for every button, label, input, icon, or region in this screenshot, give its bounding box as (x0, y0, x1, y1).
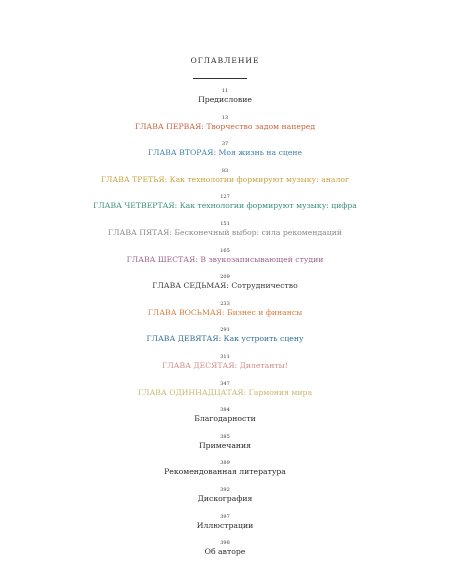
toc-entry[interactable] (0, 248, 450, 275)
toc-page-number: 209 (220, 274, 230, 281)
toc-page-number: 347 (220, 380, 230, 387)
heading-divider (193, 78, 247, 79)
chapter-label: ГЛАВА ДЕВЯТАЯ: (146, 334, 222, 344)
toc-entry[interactable] (0, 194, 450, 221)
toc-entry[interactable] (0, 221, 450, 248)
toc-entry-title (0, 174, 450, 186)
toc-entry-title (0, 520, 450, 532)
toc-page-number: 291 (220, 327, 230, 334)
toc-entry-title (0, 94, 450, 106)
toc-entry[interactable] (0, 274, 450, 301)
toc-page-number: 398 (220, 540, 230, 547)
toc-entry[interactable] (0, 434, 450, 461)
chapter-label: ГЛАВА ДЕСЯТАЯ: (162, 360, 238, 370)
toc-entry-title (0, 546, 450, 558)
toc-page-number: 11 (221, 88, 229, 94)
toc-entry-title (0, 440, 450, 452)
toc-entry[interactable] (0, 407, 450, 434)
chapter-title: Предисловие (198, 95, 252, 104)
toc-page-number: 385 (220, 433, 230, 440)
toc-entry-title (0, 280, 450, 292)
chapter-title: Иллюстрации (196, 520, 254, 530)
toc-page-number: 127 (220, 194, 230, 201)
toc-entry-title (0, 466, 450, 478)
toc-entry[interactable] (0, 354, 450, 381)
chapter-label: ГЛАВА ВОСЬМАЯ: (147, 307, 225, 317)
chapter-title: Моя жизнь на сцене (218, 148, 303, 158)
toc-list (0, 88, 450, 567)
toc-page-number: 233 (220, 300, 230, 307)
chapter-title: В звукозаписывающей студии (200, 254, 324, 264)
toc-entry[interactable] (0, 115, 450, 142)
toc-entry[interactable] (0, 487, 450, 514)
toc-page-number: 397 (220, 513, 230, 520)
toc-page-number: 389 (220, 460, 230, 467)
toc-entry-title (0, 413, 450, 425)
toc-entry-title (0, 360, 450, 372)
toc-page-number: 392 (220, 486, 230, 493)
toc-page-number: 311 (220, 353, 230, 360)
chapter-title: Гармония мира (248, 387, 313, 397)
toc-page-number: 37 (221, 141, 229, 148)
toc-entry-title (0, 493, 450, 505)
toc-entry-title (0, 147, 450, 159)
toc-entry-title (0, 307, 450, 319)
chapter-title: Бесконечный выбор: сила рекомендаций (174, 227, 342, 237)
chapter-title: Сотрудничество (231, 281, 298, 291)
toc-entry[interactable] (0, 381, 450, 408)
toc-entry[interactable] (0, 168, 450, 195)
toc-page-number: 13 (221, 114, 229, 121)
toc-heading: ОГЛАВЛЕНИЕ (190, 56, 260, 65)
chapter-title: Бизнес и финансы (226, 307, 303, 317)
toc-entry[interactable] (0, 141, 450, 168)
chapter-title: Дискография (197, 493, 253, 503)
toc-entry[interactable] (0, 540, 450, 567)
toc-page-number: 151 (220, 220, 230, 227)
toc-entry[interactable] (0, 327, 450, 354)
toc-entry-title (0, 333, 450, 345)
chapter-title: Как устроить сцену (223, 334, 304, 344)
chapter-title: Творчество задом наперед (206, 121, 316, 131)
toc-entry-title (0, 121, 450, 133)
chapter-label: ГЛАВА ТРЕТЬЯ: (100, 174, 168, 184)
chapter-title: Как технологии формируют музыку: аналог (169, 174, 350, 184)
toc-page-number: 384 (220, 407, 230, 414)
toc-entry[interactable] (0, 514, 450, 541)
chapter-title: Дилетанты! (239, 360, 288, 370)
chapter-title: Благодарности (194, 414, 256, 424)
toc-entry-title (0, 387, 450, 399)
toc-entry-title (0, 254, 450, 266)
chapter-label: ГЛАВА СЕДЬМАЯ: (152, 281, 229, 291)
toc-entry[interactable] (0, 460, 450, 487)
toc-entry-title (0, 227, 450, 239)
chapter-label: ГЛАВА ПЯТАЯ: (108, 227, 172, 237)
toc-page-number: 83 (221, 167, 229, 174)
chapter-title: Об авторе (204, 547, 246, 557)
toc-page-number: 165 (220, 247, 230, 254)
chapter-label: ГЛАВА ЧЕТВЕРТАЯ: (93, 201, 178, 211)
chapter-label: ГЛАВА ОДИННАДЦАТАЯ: (137, 387, 247, 397)
toc-entry[interactable] (0, 88, 450, 115)
toc-entry[interactable] (0, 301, 450, 328)
chapter-label: ГЛАВА ВТОРАЯ: (147, 148, 217, 158)
chapter-title: Как технологии формируют музыку: цифра (179, 201, 357, 211)
chapter-title: Примечания (198, 440, 252, 450)
chapter-label: ГЛАВА ШЕСТАЯ: (126, 254, 198, 264)
chapter-title: Рекомендованная литература (164, 467, 286, 477)
toc-entry-title (0, 200, 450, 212)
chapter-label: ГЛАВА ПЕРВАЯ: (134, 121, 204, 131)
